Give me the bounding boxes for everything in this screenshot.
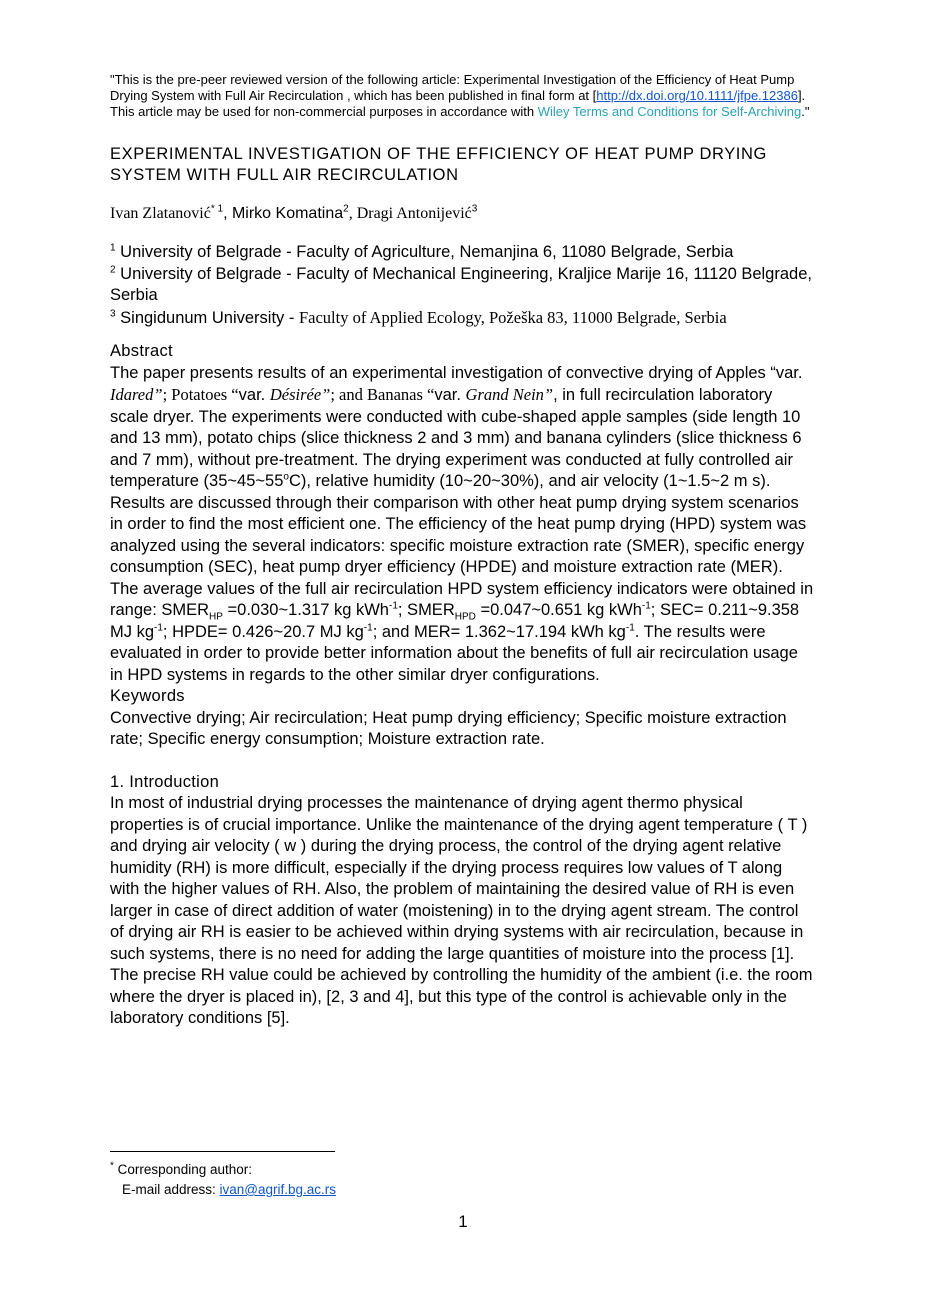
affiliation-2 <box>110 264 815 307</box>
author-2-marker: 2 <box>343 203 349 215</box>
superscript: -1 <box>641 600 651 612</box>
abstract-span: ; Potatoes “ <box>162 385 239 404</box>
note-text-1: "This is the pre-peer reviewed version of the following article: Experimental Investigation of the Efficiency of Heat Pump Drying System with Full Air Recirculation , which has been published in final form at [ <box>110 72 795 103</box>
note-text-3: ." <box>801 104 810 119</box>
author-separator: , <box>223 205 232 222</box>
abstract-text <box>110 363 815 687</box>
subscript: HPD <box>454 611 476 623</box>
affiliation-1-number: 1 <box>110 242 116 254</box>
affiliation-1 <box>110 242 815 264</box>
degree-marker: o <box>283 471 289 483</box>
apple-variety: Idared” <box>110 385 163 404</box>
author-3: Dragi Antonijević <box>356 205 472 222</box>
page-number: 1 <box>458 1212 468 1231</box>
footnote-divider <box>110 1151 335 1152</box>
author-1-marker: * 1 <box>210 203 224 215</box>
doi-link[interactable]: http://dx.doi.org/10.1111/jfpe.12386 <box>596 88 798 103</box>
author-1: Ivan Zlatanović <box>110 205 211 222</box>
email-link[interactable]: ivan@agrif.bg.ac.rs <box>219 1182 337 1197</box>
affiliation-3-text: Singidunum University - <box>115 308 299 327</box>
abstract-span: The paper presents results of an experimental investigation of convective drying of Apples “var. <box>110 363 803 382</box>
introduction-text: In most of industrial drying processes the maintenance of drying agent thermo physical properties is of crucial importance. Unlike the maintenance of the drying agent temperature ( T ) and drying air velocity ( w ) during the drying process, the control of the drying agent relative humidity (RH) is more difficult, especially if the drying process requires low values of T along with the higher values of RH. Also, the problem of maintaining the desired value of RH is even larger in case of direct addition of water (moistening) in to the drying agent stream. The control of drying air RH is easier to be achieved within drying systems with air recirculation, because in such systems, there is no need for adding the large quantities of moisture into the process [1]. The precise RH value could be achieved by controlling the humidity of the ambient (i.e. the room where the dryer is placed in), [2, 3 and 4], but this type of the control is achievable only in the laboratory conditions [5]. <box>110 794 813 1027</box>
author-separator: , <box>348 205 357 222</box>
note-text-2: ]. This article may be used for non-commercial purposes in accordance with <box>110 88 806 119</box>
abstract-span: ; and MER= 1.362~17.194 kWh kg <box>372 622 626 641</box>
abstract-span: var. <box>434 386 466 404</box>
keywords-text: Convective drying; Air recirculation; Heat pump drying efficiency; Specific moisture extraction rate; Specific energy consumption; Moisture extraction rate. <box>110 708 787 748</box>
keywords-heading: Keywords <box>110 687 185 705</box>
wiley-terms-link[interactable]: Wiley Terms and Conditions for Self-Archiving <box>537 104 802 119</box>
abstract-span: , in full recirculation laboratory scale dryer. The experiments were conducted with cube-shaped apple samples (side length 10 and 13 mm), potato chips (slice thickness 2 and 3 mm) and banana cylinders (slice thickness 6 and 7 mm), without pre-treatment. The drying experiment was conducted at fully controlled air temperature (35~45~55 <box>110 386 802 490</box>
abstract-heading: Abstract <box>110 342 173 360</box>
affiliations <box>110 242 815 329</box>
footnote-author-label: Corresponding author: <box>113 1162 252 1177</box>
abstract-span: =0.047~0.651 kg kWh <box>475 601 642 619</box>
footnote-line-2 <box>110 1180 336 1200</box>
abstract-span: . The results were evaluated in order to provide better information about the benefits of full air recirculation usage in HPD systems in regards to the other similar dryer configurations. <box>110 622 798 684</box>
affiliation-2-text: University of Belgrade - Faculty of Mechanical Engineering, Kraljice Marije 16, 11120 Belgrade, Serbia <box>110 264 812 304</box>
affiliation-3 <box>110 307 815 330</box>
page-content <box>110 72 815 1030</box>
abstract-span: ; HPDE= 0.426~20.7 MJ kg <box>162 622 364 641</box>
abstract-span: ; SEC= 0.211~9.358 MJ kg <box>110 601 800 641</box>
introduction-heading: 1. Introduction <box>110 772 220 791</box>
abstract-span: C), relative humidity (10~20~30%), and air velocity (1~1.5~2 m s). Results are discussed through their comparison with other heat pump drying system scenarios in order to find the most efficient one. The efficiency of the heat pump drying (HPD) system was analyzed using the several indicators: specific moisture extraction rate (SMER), specific energy consumption (SEC), heat pump dryer efficiency (HPDE) and moisture extraction rate (MER). The average values of the full air recirculation HPD system efficiency indicators were obtained in range: SMER <box>110 472 814 619</box>
affiliation-3-number: 3 <box>110 308 116 319</box>
footnote-line-1 <box>110 1160 336 1180</box>
author-list <box>110 204 815 224</box>
author-2: Mirko Komatina <box>231 205 344 222</box>
footnote <box>110 1160 336 1200</box>
subscript: HP <box>209 611 223 623</box>
abstract-span: =0.030~1.317 kg kWh <box>222 601 389 619</box>
footnote-email-label: E-mail address: <box>122 1182 220 1197</box>
superscript: -1 <box>363 622 373 633</box>
footnote-marker: * <box>110 1160 114 1172</box>
author-3-marker: 3 <box>471 203 478 215</box>
affiliation-2-number: 2 <box>110 264 116 275</box>
paper-title: EXPERIMENTAL INVESTIGATION OF THE EFFICIENCY OF HEAT PUMP DRYING SYSTEM WITH FULL AIR RECIRCULATION <box>110 145 767 184</box>
preprint-note <box>110 72 815 120</box>
superscript: -1 <box>388 600 398 612</box>
affiliation-1-text: University of Belgrade - Faculty of Agriculture, Nemanjina 6, 11080 Belgrade, Serbia <box>115 243 734 261</box>
banana-variety: Grand Nein” <box>465 385 554 404</box>
superscript: -1 <box>154 622 163 633</box>
potato-variety: Désirée” <box>269 385 331 404</box>
affiliation-3-faculty: Faculty of Applied Ecology, Požeška 83, 11000 Belgrade, Serbia <box>298 307 727 327</box>
abstract-span: ; and Bananas “ <box>330 385 435 404</box>
abstract-span: ; SMER <box>397 601 455 619</box>
superscript: -1 <box>625 622 635 633</box>
abstract-span: var. <box>238 386 270 404</box>
